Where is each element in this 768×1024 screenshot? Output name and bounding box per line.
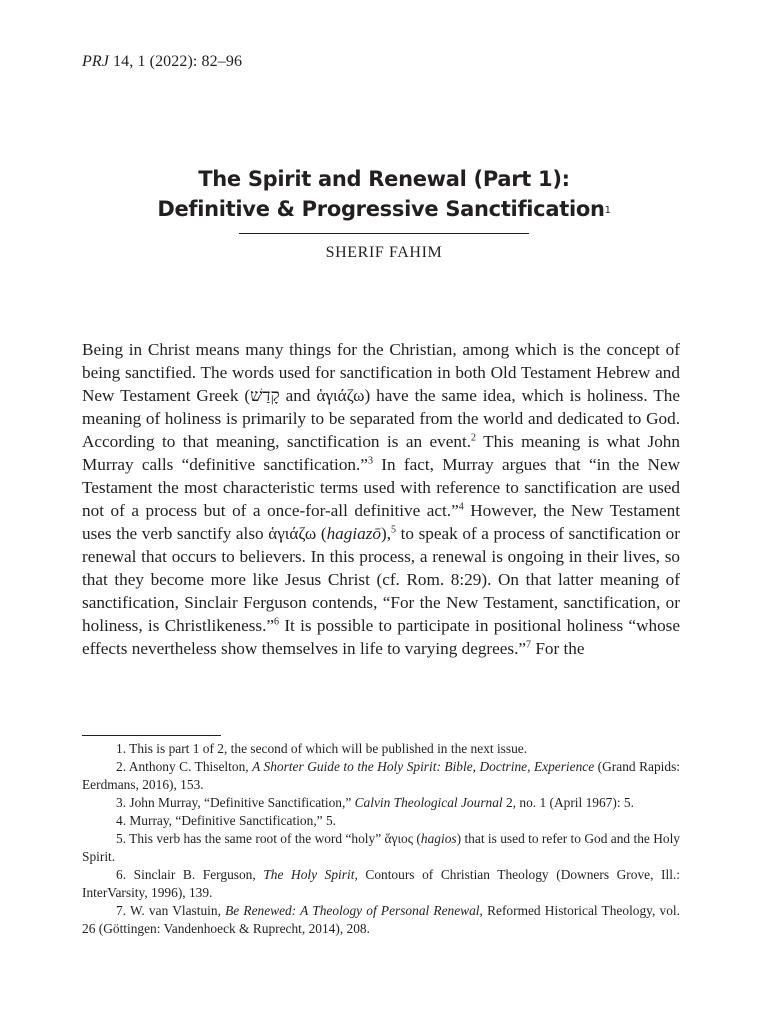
- greek-word: ἁγιάζω: [268, 524, 317, 543]
- footnote-book-title: A Shorter Guide to the Holy Spirit: Bible, Doctrine, Experience: [252, 759, 595, 774]
- body-text-span: ) have the same idea, which is holiness. The meaning of holiness is primarily to be separated from the world and dedicated to God. According to that meaning, sanctification is an event.: [82, 386, 680, 451]
- footnote-journal-title: Calvin Theological Journal: [354, 795, 503, 810]
- footnote-text: , Contours of Christian Theology (Downers Grove, Ill.: InterVarsity, 1996), 139.: [82, 867, 681, 900]
- journal-issue: 14, 1 (2022): 82–96: [108, 53, 243, 70]
- footnote-ref[interactable]: 3: [367, 455, 373, 467]
- journal-citation: [82, 53, 242, 71]
- footnote-book-title: Be Renewed: A Theology of Personal Renewal: [225, 903, 480, 918]
- footnote-text: 2. Anthony C. Thiselton,: [116, 759, 253, 774]
- footnotes: [82, 740, 680, 938]
- footnote-transliteration: hagios: [420, 831, 457, 846]
- body-text-span: ),: [381, 524, 392, 543]
- footnote-7: [82, 902, 680, 938]
- footnote-ref[interactable]: 5: [391, 524, 397, 536]
- body-text-span: (: [316, 524, 327, 543]
- hebrew-word: קָדַשׁ: [250, 386, 280, 405]
- footnote-3: [82, 794, 680, 812]
- footnote-rule: [82, 735, 221, 736]
- footnote-text: 5. This verb has the same root of the word “holy” ἅγιος (: [116, 831, 421, 846]
- footnote-1: 1. This is part 1 of 2, the second of which will be published in the next issue.: [116, 741, 528, 756]
- body-text-span: This meaning is what John Murray calls “definitive sanctification.”: [82, 432, 680, 474]
- title-line-2-text: Definitive & Progressive Sanctification: [157, 197, 605, 221]
- footnote-ref[interactable]: 2: [471, 432, 477, 444]
- footnote-4: 4. Murray, “Definitive Sanctification,” 5.: [116, 813, 337, 828]
- body-text-span: to speak of a process of sanctification or renewal that occurs to believers. In this process, a renewal is ongoing in their lives, so that they become more like Jesus Christ (cf. Rom. 8:29). On that latter meaning of sanctification, Sinclair Ferguson contends, “For the New Testament, sanctification, or holiness, is Christlikeness.”: [82, 524, 681, 635]
- title-block: [0, 164, 768, 262]
- footnote-ref[interactable]: 4: [458, 501, 464, 513]
- title-footnote-marker: 1: [604, 205, 611, 216]
- footnote-6: [82, 866, 680, 902]
- footnote-2: [82, 758, 680, 794]
- footnote-text: , Reformed Historical Theology, vol. 26 (Göttingen: Vandenhoeck & Ruprecht, 2014), 208.: [82, 903, 680, 936]
- title-line-2: [0, 194, 768, 224]
- body-text-span: and: [279, 386, 317, 405]
- transliteration: hagiazō: [326, 524, 382, 543]
- footnote-text: ) that is used to refer to God and the Holy Spirit.: [82, 831, 681, 864]
- footnote-ref[interactable]: 7: [526, 639, 532, 651]
- body-text-span: For the: [531, 639, 585, 658]
- body-text-span: However, the New Testament uses the verb sanctify also: [82, 501, 680, 543]
- footnote-text: (Grand Rapids: Eerdmans, 2016), 153.: [82, 759, 680, 792]
- body-text-span: In fact, Murray argues that “in the New Testament the most characteristic terms used with reference to sanctification are used not of a process but of a once-for-all definitive act.”: [82, 455, 680, 520]
- footnote-text: 2, no. 1 (April 1967): 5.: [502, 795, 634, 810]
- author-name: SHERIF FAHIM: [325, 244, 443, 261]
- footnote-ref[interactable]: 6: [274, 616, 280, 628]
- greek-word: ἁγιάζω: [316, 386, 365, 405]
- body-paragraph: [82, 338, 680, 660]
- footnote-text: 7. W. van Vlastuin,: [116, 903, 226, 918]
- body-text-span: It is possible to participate in positional holiness “whose effects nevertheless show themselves in life to varying degrees.”: [82, 616, 680, 658]
- title-rule: [239, 233, 529, 234]
- footnote-text: 3. John Murray, “Definitive Sanctification,”: [116, 795, 355, 810]
- footnote-book-title: The Holy Spirit: [263, 867, 355, 882]
- journal-abbr: PRJ: [82, 53, 109, 70]
- body-text-span: Being in Christ means many things for the Christian, among which is the concept of being sanctified. The words used for sanctification in both Old Testament Hebrew and New Testament Greek (: [82, 340, 680, 405]
- footnote-text: 6. Sinclair B. Ferguson,: [116, 867, 264, 882]
- title-line-1: The Spirit and Renewal (Part 1):: [198, 167, 570, 191]
- article-title: [0, 164, 768, 224]
- footnote-5: [82, 830, 680, 866]
